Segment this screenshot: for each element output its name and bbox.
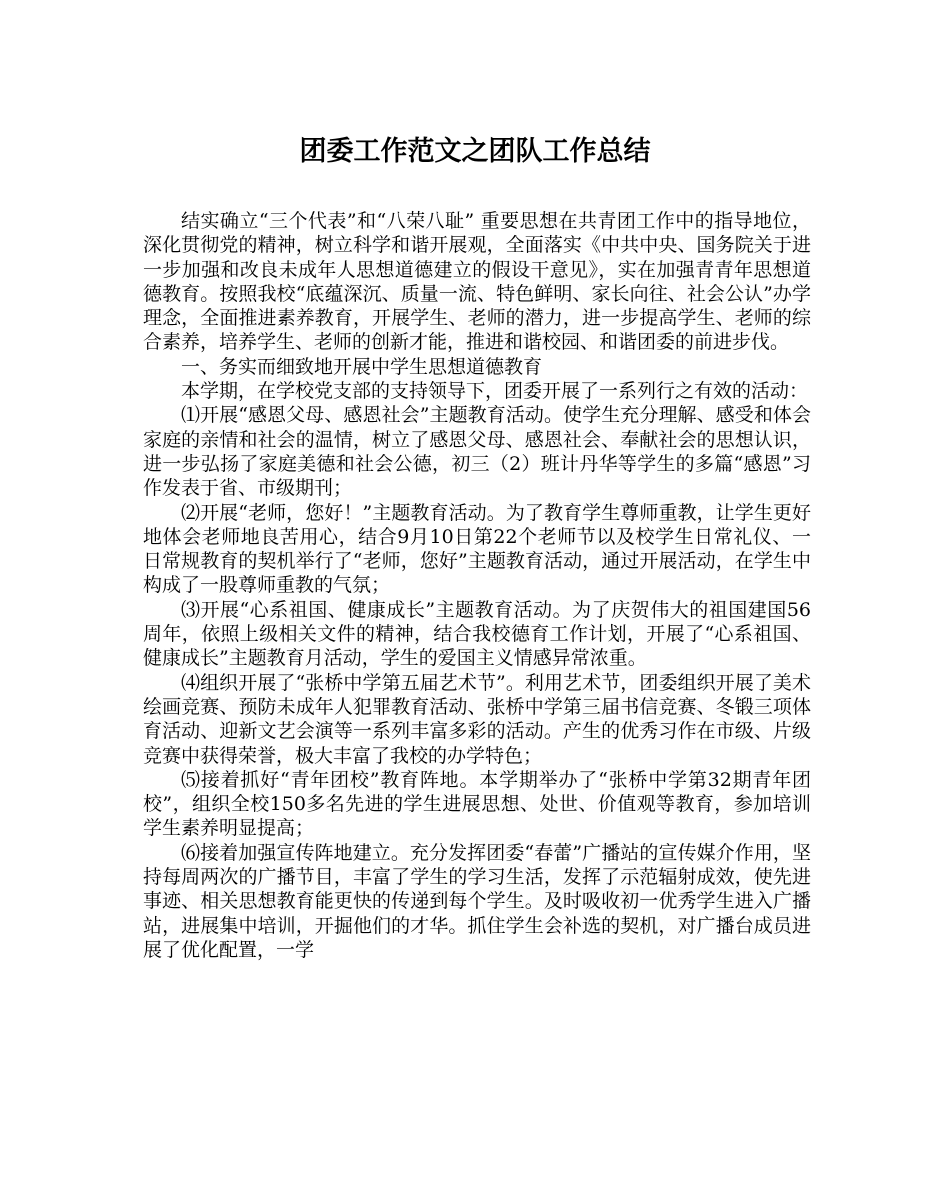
section-heading-1: 一、务实而细致地开展中学生思想道德教育 — [181, 355, 543, 378]
list-item-2: ⑵开展“老师，您好！”主题教育活动。为了教育学生尊师重教，让学生更好地体会老师地良苦用心，结合9月10日第22个老师节以及校学生日常礼仪、一日常规教育的契机举行了“老师，您好”主题教育活动，通过开展活动，在学生中构成了一股尊师重教的气氛； — [143, 501, 811, 597]
list-item-6: ⑹接着加强宣传阵地建立。充分发挥团委“春蕾”广播站的宣传媒介作用，坚持每周两次的广播节目，丰富了学生的学习生活，发挥了示范辐射成效，使先进事迹、相关思想教育能更快的传递到每个学生。及时吸收初一优秀学生进入广播站，进展集中培训，开掘他们的才华。抓住学生会补选的契机，对广播台成员进展了优化配置，一学 — [143, 841, 811, 961]
paragraph: 本学期，在学校党支部的支持领导下，团委开展了一系列行之有效的活动： — [181, 380, 809, 403]
list-item-3: ⑶开展“心系祖国、健康成长”主题教育活动。为了庆贺伟大的祖国建国56周年，依照上级相关文件的精神，结合我校德育工作计划，开展了“心系祖国、健康成长”主题教育月活动，学生的爱国主义情感异常浓重。 — [143, 598, 811, 670]
paragraph-intro: 结实确立“三个代表”和“八荣八耻” 重要思想在共青团工作中的指导地位，深化贯彻党的精神，树立科学和谐开展观，全面落实《中共中央、国务院关于进一步加强和改良未成年人思想道德建立的假设干意见》，实在加强青青年思想道德教育。按照我校“底蕴深沉、质量一流、特色鲜明、家长向往、社会公认”办学理念，全面推进素养教育，开展学生、老师的潜力，进一步提高学生、老师的综合素养，培养学生、老师的创新才能，推进和谐校园、和谐团委的前进步伐。 — [143, 210, 811, 354]
list-item-5: ⑸接着抓好“青年团校”教育阵地。本学期举办了“张桥中学第32期青年团校”，组织全校150多名先进的学生进展思想、处世、价值观等教育，参加培训学生素养明显提高； — [143, 768, 811, 840]
list-item-1: ⑴开展“感恩父母、感恩社会”主题教育活动。使学生充分理解、感受和体会家庭的亲情和社会的温情，树立了感恩父母、感恩社会、奉献社会的思想认识，进一步弘扬了家庭美德和社会公德，初三（2）班计丹华等学生的多篇“感恩”习作发表于省、市级期刊； — [143, 404, 811, 500]
document-body — [143, 209, 811, 962]
list-item-4: ⑷组织开展了“张桥中学第五届艺术节”。利用艺术节，团委组织开展了美术绘画竞赛、预防未成年人犯罪教育活动、张桥中学第三届书信竞赛、冬锻三项体育活动、迎新文艺会演等一系列丰富多彩的活动。产生的优秀习作在市级、片级竞赛中获得荣誉，极大丰富了我校的办学特色； — [143, 671, 811, 767]
document-title: 团委工作范文之团队工作总结 — [299, 136, 651, 167]
